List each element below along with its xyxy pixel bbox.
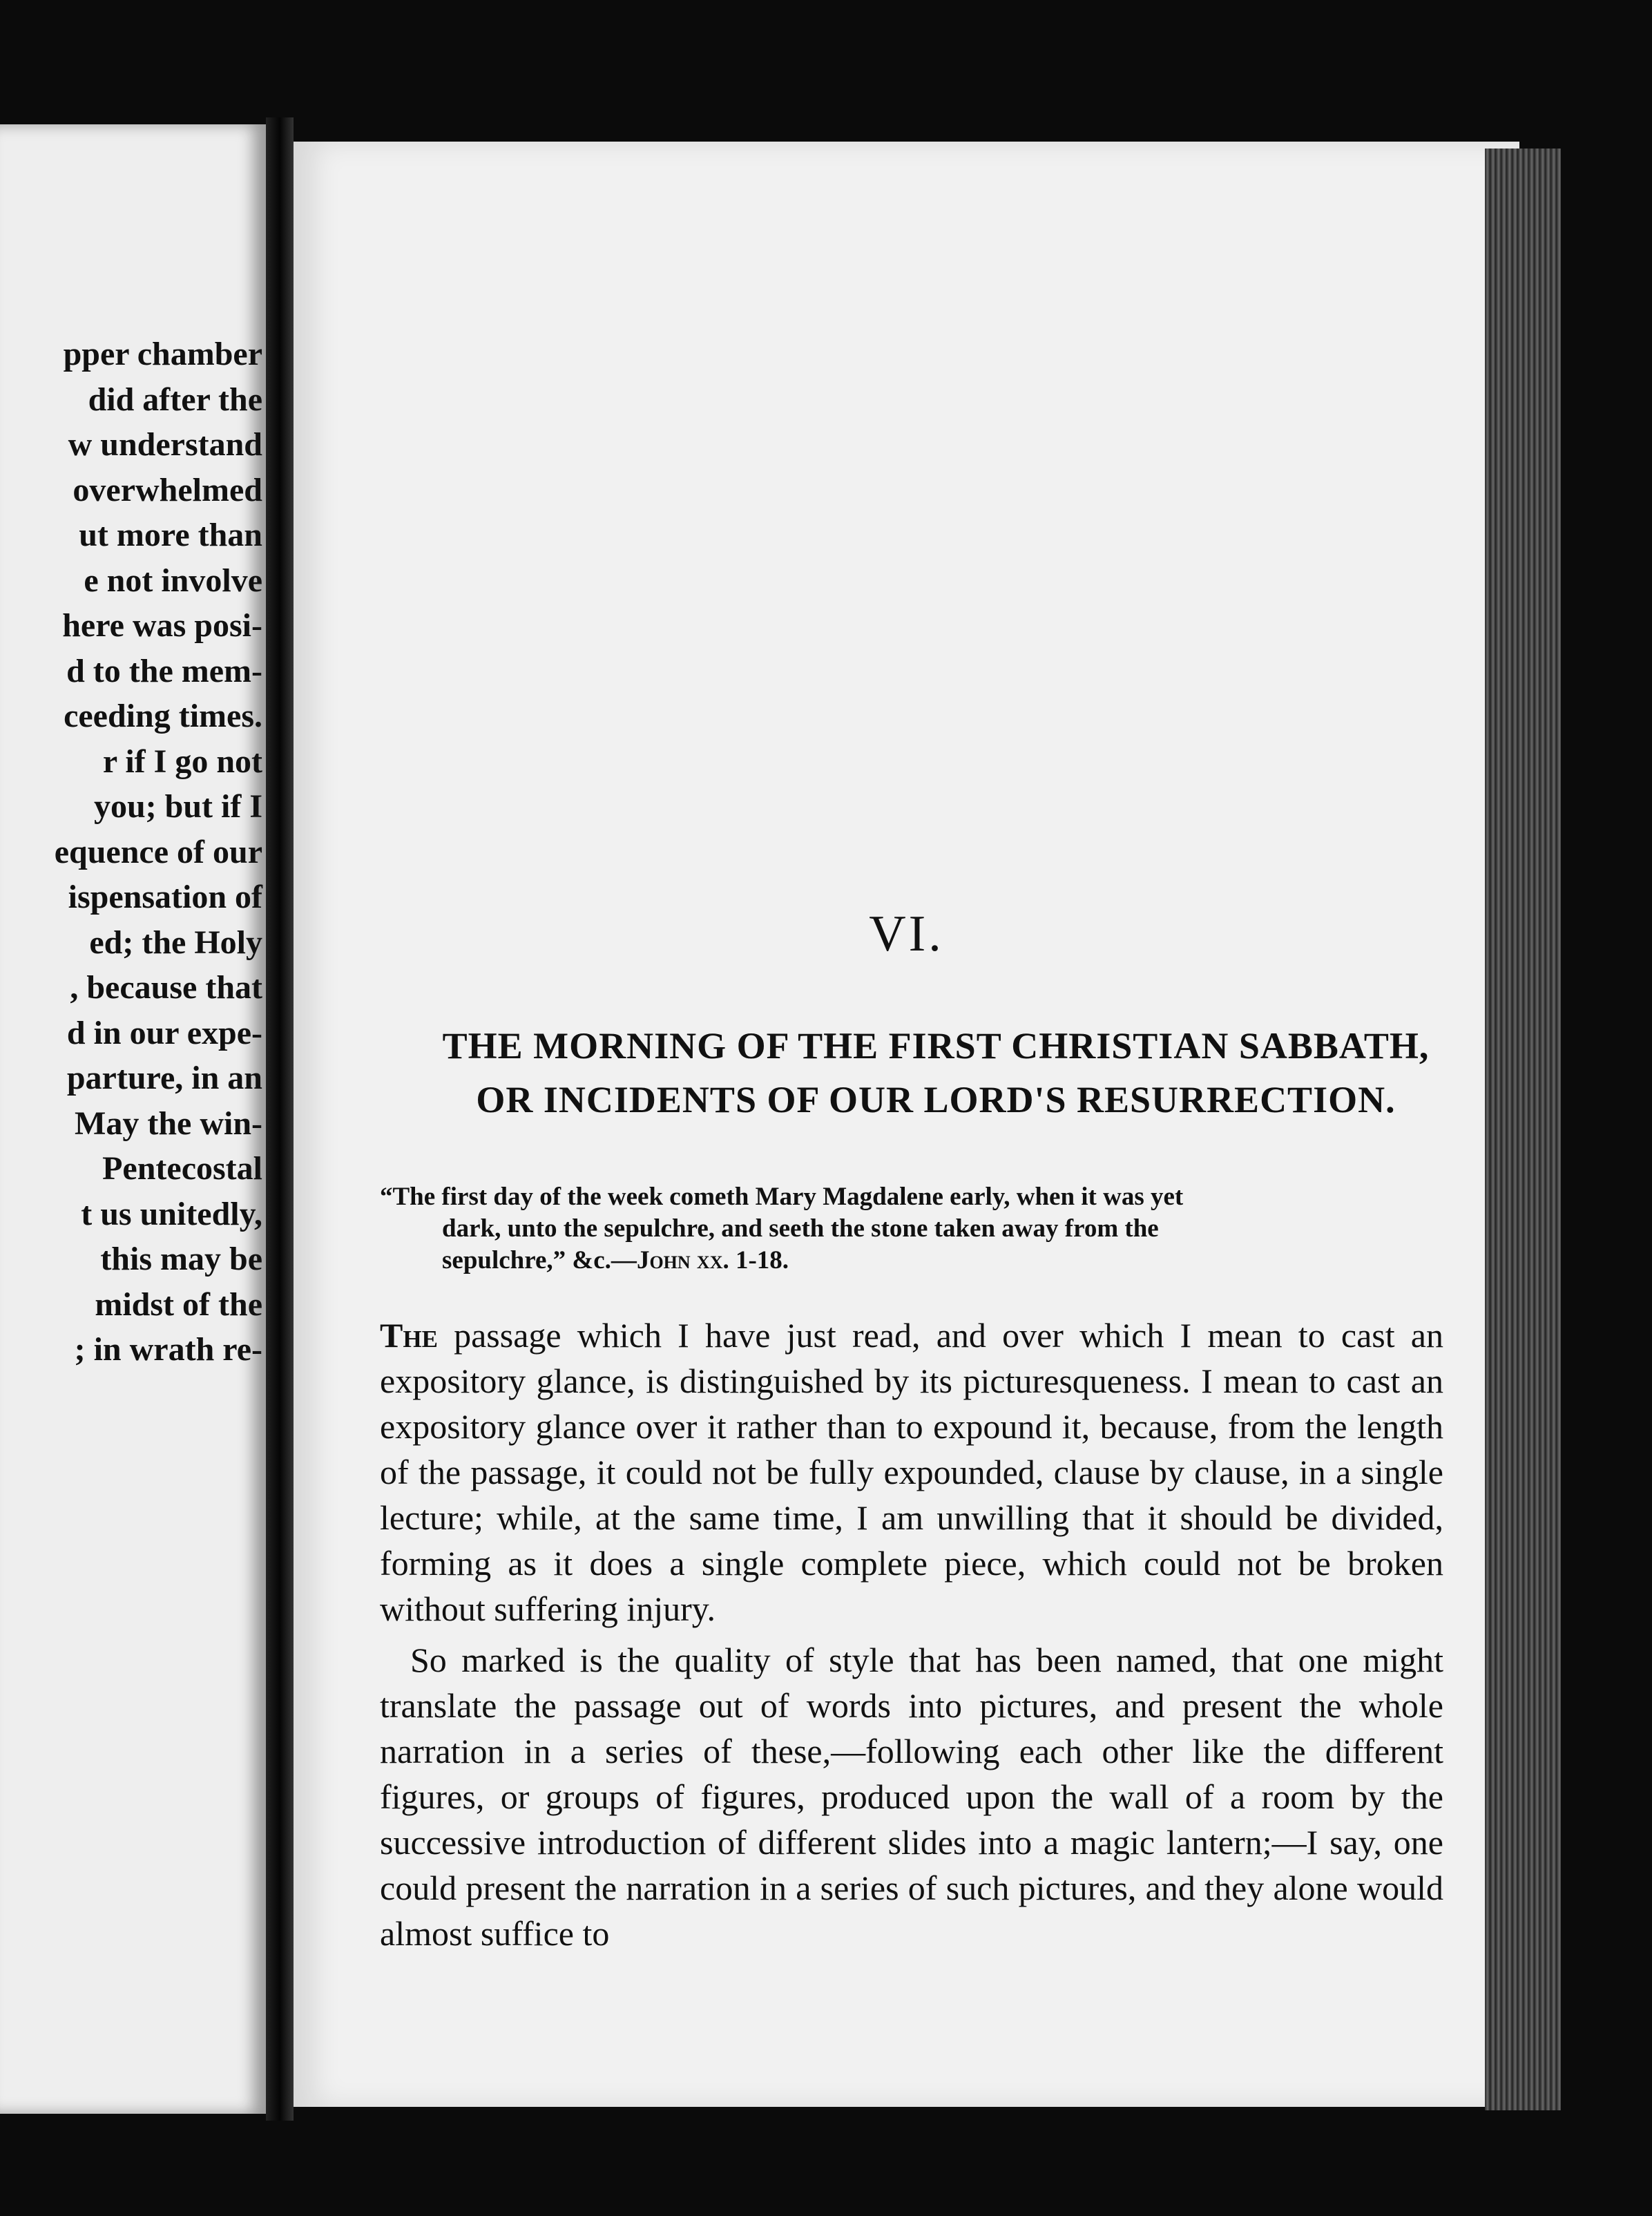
chapter-number: VI.	[869, 906, 944, 962]
left-page-line: this may be	[100, 1241, 262, 1277]
epigraph-line-2: dark, unto the sepulchre, and seeth the stone taken away from the	[442, 1214, 1159, 1243]
left-page-line: d to the mem-	[66, 652, 262, 689]
left-page	[0, 124, 266, 2114]
left-page-line: ; in wrath re-	[74, 1331, 262, 1368]
left-page-line: equence of our	[54, 833, 262, 870]
chapter-title-line-1: THE MORNING OF THE FIRST CHRISTIAN SABBATH,	[442, 1025, 1430, 1067]
paragraph-1-first-word: The	[380, 1316, 438, 1355]
chapter-title-line-2: OR INCIDENTS OF OUR LORD'S RESURRECTION.	[476, 1079, 1396, 1120]
left-page-line: parture, in an	[66, 1060, 262, 1096]
left-page-line: ut more than	[79, 517, 262, 553]
body-text	[380, 1312, 1443, 1956]
epigraph-line-3	[380, 1245, 1575, 1277]
left-page-line: ed; the Holy	[89, 924, 262, 961]
epigraph-line-1: “The first day of the week cometh Mary Magdalene early, when it was yet	[380, 1183, 1184, 1211]
book-gutter	[266, 117, 294, 2121]
epigraph-reference: John xx. 1-18.	[636, 1246, 789, 1274]
left-page-line: , because that	[70, 969, 262, 1006]
paragraph-2: So marked is the quality of style that has been named, that one might translate the passage out of words into pictures, and present the whole narration in a series of these,—following each other like the different figures, or groups of figures, produced upon the wall of a room by the successive introduction of different slides into a magic lantern;—I say, one could present the narration in a series of such pictures, and they alone would almost suffice to	[380, 1641, 1443, 1953]
left-page-line: midst of the	[95, 1286, 262, 1323]
left-page-line: t us unitedly,	[81, 1195, 262, 1232]
left-page-line: did after the	[88, 381, 262, 418]
left-page-line: overwhelmed	[73, 471, 262, 508]
paragraph-1-text: passage which I have just read, and over which I mean to cast an expository glance, is distinguished by its picturesqueness. I mean to cast an expository glance over it rather than to expound it, because, from the length of the passage, it could not be fully expounded, clause by clause, in a single lecture; while, at the same time, I am unwilling that it should be divided, forming as it does a single complete piece, which could not be broken without suffering injury.	[380, 1316, 1443, 1628]
epigraph	[380, 1181, 1575, 1277]
left-page-line: May the win-	[75, 1105, 262, 1142]
left-page-line: you; but if I	[93, 788, 262, 825]
left-page-line: Pentecostal	[102, 1150, 262, 1187]
page-edges	[1485, 149, 1561, 2110]
epigraph-quote-end: sepulchre,” &c.—	[442, 1246, 637, 1274]
left-page-line: e not involve	[84, 562, 262, 599]
left-page-line: ispensation of	[68, 879, 262, 915]
right-page	[294, 142, 1519, 2107]
paragraph-1	[380, 1312, 1443, 1632]
left-page-line: here was posi-	[62, 607, 262, 644]
left-page-line: pper chamber	[63, 336, 262, 372]
left-page-line: ceeding times.	[64, 698, 262, 734]
left-page-line: w understand	[68, 426, 262, 463]
left-page-line: d in our expe-	[66, 1014, 262, 1051]
chapter-title	[397, 1019, 1475, 1127]
left-page-text	[0, 332, 262, 1373]
left-page-line: r if I go not	[102, 743, 262, 780]
